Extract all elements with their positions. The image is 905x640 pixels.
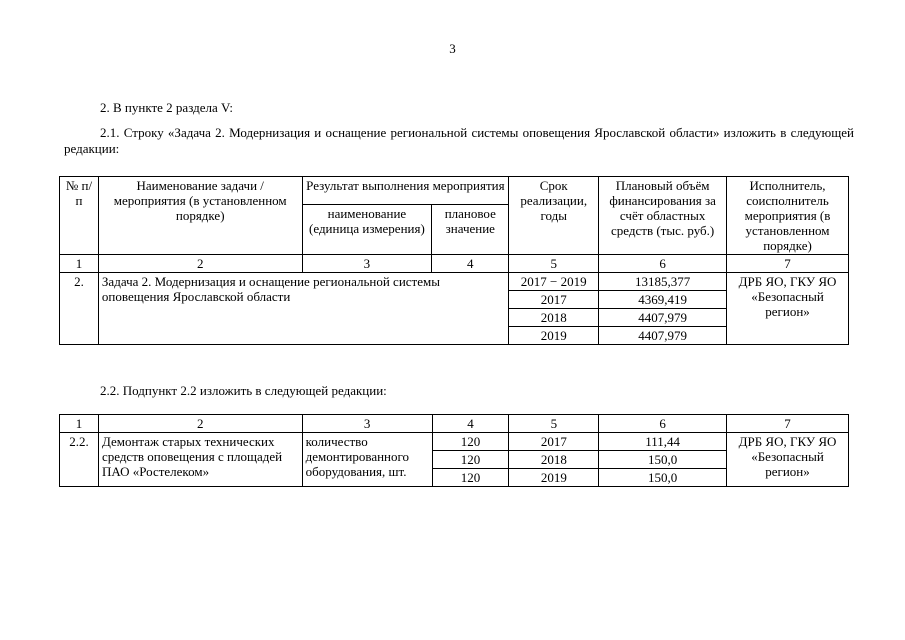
row-num: 2. (60, 273, 99, 345)
colnum: 1 (60, 415, 99, 433)
table-header-row (60, 177, 849, 205)
table-colnum-row (60, 255, 849, 273)
row-amount: 4407,979 (599, 309, 727, 327)
row-year: 2019 (509, 469, 599, 487)
header-finance: Плановый объём финансирования за счёт областных средств (тыс. руб.) (599, 177, 727, 255)
header-result-plan: плановое значение (432, 204, 509, 254)
paragraph-section: 2. В пункте 2 раздела V: (100, 100, 234, 115)
row-amount: 150,0 (599, 451, 727, 469)
colnum: 3 (302, 415, 432, 433)
row-amount: 4369,419 (599, 291, 727, 309)
row-year: 2017 (509, 291, 599, 309)
row-name: Демонтаж старых технических средств оповещения с площадей ПАО «Ростелеком» (98, 433, 302, 487)
row-name: Задача 2. Модернизация и оснащение региональной системы оповещения Ярославской области (98, 273, 508, 345)
colnum: 1 (60, 255, 99, 273)
row-amount: 150,0 (599, 469, 727, 487)
row-year: 2018 (509, 451, 599, 469)
paragraph-item-2-2: 2.2. Подпункт 2.2 изложить в следующей редакции: (100, 383, 387, 398)
row-result: количество демонтированного оборудования, шт. (302, 433, 432, 487)
row-amount: 4407,979 (599, 327, 727, 345)
colnum: 4 (432, 255, 509, 273)
table-colnum-row (60, 415, 849, 433)
row-amount: 111,44 (599, 433, 727, 451)
page-number: 3 (449, 41, 456, 56)
row-year: 2017 − 2019 (509, 273, 599, 291)
colnum: 7 (727, 255, 849, 273)
row-exec: ДРБ ЯО, ГКУ ЯО «Безопасный регион» (727, 273, 849, 345)
header-num: № п/п (60, 177, 99, 255)
row-plan: 120 (432, 433, 509, 451)
colnum: 3 (302, 255, 432, 273)
table-row (60, 273, 849, 291)
row-year: 2018 (509, 309, 599, 327)
colnum: 5 (509, 255, 599, 273)
table-row (60, 433, 849, 451)
row-amount: 13185,377 (599, 273, 727, 291)
colnum: 2 (98, 415, 302, 433)
colnum: 6 (599, 255, 727, 273)
row-plan: 120 (432, 451, 509, 469)
header-exec: Исполнитель, соисполнитель мероприятия (в установленном порядке) (727, 177, 849, 255)
row-year: 2019 (509, 327, 599, 345)
colnum: 6 (599, 415, 727, 433)
colnum: 5 (509, 415, 599, 433)
paragraph-item-2-1: 2.1. Строку «Задача 2. Модернизация и оснащение региональной системы оповещения Ярославской области» изложить в следующей редакции: (64, 125, 854, 156)
colnum: 4 (432, 415, 509, 433)
header-name: Наименование задачи / мероприятия (в установленном порядке) (98, 177, 302, 255)
table-task-2 (59, 176, 849, 345)
colnum: 7 (727, 415, 849, 433)
row-plan: 120 (432, 469, 509, 487)
row-exec: ДРБ ЯО, ГКУ ЯО «Безопасный регион» (727, 433, 849, 487)
header-term: Срок реализации, годы (509, 177, 599, 255)
row-year: 2017 (509, 433, 599, 451)
header-result-name: наименование (единица измерения) (302, 204, 432, 254)
colnum: 2 (98, 255, 302, 273)
table-item-2-2 (59, 414, 849, 487)
header-result: Результат выполнения мероприятия (302, 177, 509, 205)
row-num: 2.2. (60, 433, 99, 487)
